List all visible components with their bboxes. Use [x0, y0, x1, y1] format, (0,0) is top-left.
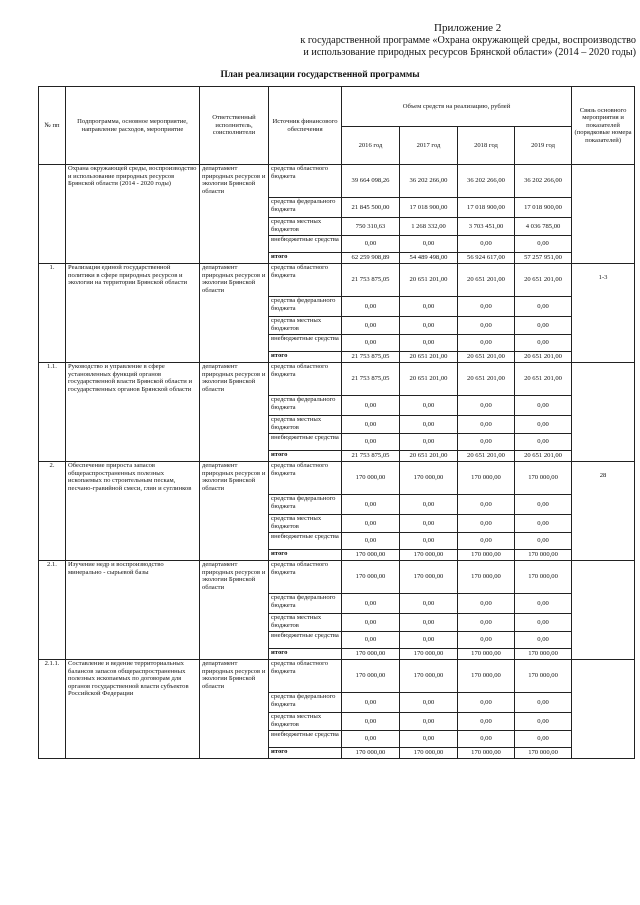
table-row	[39, 660, 635, 693]
amount-cell: 170 000,00	[515, 550, 572, 561]
measure-name: Руководство и управление в сфере установленных функций органов государственной власти Брянской области и государственных органов Брянской области	[66, 363, 200, 462]
amount-cell: 170 000,00	[515, 748, 572, 759]
funding-source: средства местных бюджетов	[269, 713, 342, 731]
amount-cell: 0,00	[458, 434, 515, 451]
amount-cell: 0,00	[400, 335, 458, 352]
amount-cell: 0,00	[342, 396, 400, 416]
table-row	[39, 165, 635, 198]
amount-cell: 0,00	[515, 594, 572, 614]
amount-cell: 0,00	[515, 335, 572, 352]
amount-cell: 0,00	[515, 236, 572, 253]
amount-cell: 20 651 201,00	[400, 352, 458, 363]
funding-source: внебюджетные средства	[269, 533, 342, 550]
amount-cell: 0,00	[515, 495, 572, 515]
appendix-number: Приложение 2	[434, 22, 502, 34]
executor: департамент природных ресурсов и экологии Брянской области	[200, 660, 269, 759]
funding-source: средства областного бюджета	[269, 165, 342, 198]
amount-cell: 0,00	[458, 335, 515, 352]
amount-cell: 17 018 900,00	[400, 198, 458, 218]
amount-cell: 170 000,00	[458, 550, 515, 561]
amount-cell: 17 018 900,00	[458, 198, 515, 218]
amount-cell: 0,00	[515, 297, 572, 317]
funding-source: внебюджетные средства	[269, 632, 342, 649]
amount-cell: 170 000,00	[400, 550, 458, 561]
column-header-year: 2019 год	[515, 127, 572, 165]
amount-cell: 56 924 617,00	[458, 253, 515, 264]
amount-cell: 0,00	[400, 495, 458, 515]
funding-source: итого	[269, 550, 342, 561]
funding-source: итого	[269, 649, 342, 660]
funding-source: средства областного бюджета	[269, 363, 342, 396]
amount-cell: 170 000,00	[515, 561, 572, 594]
amount-cell: 0,00	[458, 693, 515, 713]
amount-cell: 36 202 266,00	[458, 165, 515, 198]
executor: департамент природных ресурсов и экологии Брянской области	[200, 462, 269, 561]
amount-cell: 54 489 498,00	[400, 253, 458, 264]
amount-cell: 62 259 908,89	[342, 253, 400, 264]
amount-cell: 0,00	[458, 236, 515, 253]
funding-source: средства федерального бюджета	[269, 495, 342, 515]
amount-cell: 0,00	[515, 731, 572, 748]
funding-source: средства областного бюджета	[269, 462, 342, 495]
funding-source: средства областного бюджета	[269, 561, 342, 594]
column-header-source: Источник финансового обеспечения	[269, 87, 342, 165]
funding-source: средства федерального бюджета	[269, 297, 342, 317]
table-row	[39, 363, 635, 396]
funding-source: внебюджетные средства	[269, 236, 342, 253]
amount-cell: 170 000,00	[400, 649, 458, 660]
indicator-link	[572, 165, 635, 264]
amount-cell: 0,00	[458, 614, 515, 632]
amount-cell: 170 000,00	[515, 462, 572, 495]
column-header-num: № пп	[39, 87, 66, 165]
amount-cell: 21 753 875,05	[342, 363, 400, 396]
measure-name: Охрана окружающей среды, воспроизводство и использование природных ресурсов Брянской области (2014 - 2020 годы)	[66, 165, 200, 264]
amount-cell: 0,00	[342, 416, 400, 434]
plan-table-body	[39, 165, 635, 759]
row-number: 2.1.	[39, 561, 66, 660]
measure-name: Изучение недр и воспроизводство минерально - сырьевой базы	[66, 561, 200, 660]
amount-cell: 0,00	[400, 713, 458, 731]
indicator-link: 1-3	[572, 264, 635, 363]
amount-cell: 0,00	[400, 396, 458, 416]
column-header-executor: Ответственный исполнитель, соисполнители	[200, 87, 269, 165]
funding-source: итого	[269, 748, 342, 759]
amount-cell: 0,00	[400, 297, 458, 317]
amount-cell: 0,00	[458, 317, 515, 335]
measure-name: Составление и ведение территориальных балансов запасов общераспространенных полезных ископаемых по договорам для органов государственной власти субъектов Российской Федерации	[66, 660, 200, 759]
amount-cell: 20 651 201,00	[515, 451, 572, 462]
amount-cell: 750 310,63	[342, 218, 400, 236]
amount-cell: 170 000,00	[342, 550, 400, 561]
amount-cell: 170 000,00	[400, 748, 458, 759]
amount-cell: 0,00	[400, 434, 458, 451]
column-header-year: 2018 год	[458, 127, 515, 165]
amount-cell: 0,00	[515, 693, 572, 713]
appendix-subtitle-line-2: и использование природных ресурсов Брянской области» (2014 – 2020 годы)	[303, 47, 636, 59]
amount-cell: 0,00	[400, 416, 458, 434]
funding-source: итого	[269, 253, 342, 264]
amount-cell: 170 000,00	[458, 462, 515, 495]
amount-cell: 0,00	[515, 317, 572, 335]
amount-cell: 20 651 201,00	[458, 352, 515, 363]
amount-cell: 0,00	[458, 533, 515, 550]
amount-cell: 0,00	[515, 533, 572, 550]
amount-cell: 0,00	[342, 335, 400, 352]
row-number: 2.1.1.	[39, 660, 66, 759]
amount-cell: 39 664 098,26	[342, 165, 400, 198]
amount-cell: 170 000,00	[400, 660, 458, 693]
amount-cell: 0,00	[515, 434, 572, 451]
amount-cell: 0,00	[342, 434, 400, 451]
amount-cell: 36 202 266,00	[400, 165, 458, 198]
indicator-link: 28	[572, 462, 635, 561]
document-title: План реализации государственной программы	[220, 70, 420, 80]
amount-cell: 20 651 201,00	[458, 451, 515, 462]
funding-source: итого	[269, 451, 342, 462]
amount-cell: 0,00	[342, 632, 400, 649]
funding-source: средства местных бюджетов	[269, 317, 342, 335]
amount-cell: 0,00	[342, 495, 400, 515]
amount-cell: 4 036 785,00	[515, 218, 572, 236]
amount-cell: 20 651 201,00	[400, 264, 458, 297]
indicator-link	[572, 561, 635, 660]
amount-cell: 170 000,00	[515, 660, 572, 693]
amount-cell: 170 000,00	[458, 660, 515, 693]
amount-cell: 36 202 266,00	[515, 165, 572, 198]
amount-cell: 0,00	[400, 614, 458, 632]
funding-source: средства федерального бюджета	[269, 693, 342, 713]
row-number	[39, 165, 66, 264]
funding-source: внебюджетные средства	[269, 731, 342, 748]
amount-cell: 0,00	[342, 614, 400, 632]
indicator-link	[572, 363, 635, 462]
funding-source: средства местных бюджетов	[269, 614, 342, 632]
funding-source: итого	[269, 352, 342, 363]
amount-cell: 0,00	[458, 396, 515, 416]
funding-source: средства местных бюджетов	[269, 416, 342, 434]
amount-cell: 0,00	[458, 416, 515, 434]
measure-name: Реализация единой государственной политики в сфере природных ресурсов и экологии на территории Брянской области	[66, 264, 200, 363]
funding-source: средства федерального бюджета	[269, 198, 342, 218]
amount-cell: 0,00	[400, 515, 458, 533]
amount-cell: 0,00	[342, 713, 400, 731]
amount-cell: 0,00	[515, 515, 572, 533]
amount-cell: 20 651 201,00	[400, 451, 458, 462]
amount-cell: 20 651 201,00	[515, 352, 572, 363]
column-header-volume: Объем средств на реализацию, рублей	[342, 87, 572, 127]
amount-cell: 170 000,00	[515, 649, 572, 660]
measure-name: Обеспечение прироста запасов общераспространенных полезных ископаемых по строительным пескам, песчано-гравийной смеси, глин и суглинков	[66, 462, 200, 561]
funding-source: внебюджетные средства	[269, 335, 342, 352]
executor: департамент природных ресурсов и экологии Брянской области	[200, 561, 269, 660]
funding-source: средства местных бюджетов	[269, 218, 342, 236]
amount-cell: 0,00	[342, 731, 400, 748]
amount-cell: 21 753 875,05	[342, 451, 400, 462]
amount-cell: 0,00	[400, 731, 458, 748]
amount-cell: 0,00	[342, 693, 400, 713]
column-header-link: Связь основного мероприятия и показателей (порядковые номера показателей)	[572, 87, 635, 165]
amount-cell: 170 000,00	[342, 561, 400, 594]
amount-cell: 17 018 900,00	[515, 198, 572, 218]
amount-cell: 21 753 875,05	[342, 264, 400, 297]
amount-cell: 170 000,00	[400, 561, 458, 594]
amount-cell: 170 000,00	[458, 561, 515, 594]
amount-cell: 21 753 875,05	[342, 352, 400, 363]
row-number: 1.1.	[39, 363, 66, 462]
amount-cell: 170 000,00	[342, 649, 400, 660]
amount-cell: 20 651 201,00	[458, 363, 515, 396]
indicator-link	[572, 660, 635, 759]
amount-cell: 57 257 951,00	[515, 253, 572, 264]
amount-cell: 0,00	[458, 297, 515, 317]
funding-source: средства местных бюджетов	[269, 515, 342, 533]
amount-cell: 0,00	[342, 533, 400, 550]
plan-table	[38, 86, 635, 759]
amount-cell: 0,00	[400, 693, 458, 713]
amount-cell: 0,00	[400, 236, 458, 253]
table-row	[39, 264, 635, 297]
amount-cell: 20 651 201,00	[400, 363, 458, 396]
amount-cell: 0,00	[342, 594, 400, 614]
funding-source: средства областного бюджета	[269, 660, 342, 693]
column-header-year: 2017 год	[400, 127, 458, 165]
amount-cell: 0,00	[515, 416, 572, 434]
amount-cell: 0,00	[342, 515, 400, 533]
amount-cell: 0,00	[515, 614, 572, 632]
amount-cell: 0,00	[458, 731, 515, 748]
amount-cell: 0,00	[400, 594, 458, 614]
amount-cell: 170 000,00	[342, 660, 400, 693]
amount-cell: 170 000,00	[342, 748, 400, 759]
row-number: 2.	[39, 462, 66, 561]
amount-cell: 0,00	[458, 495, 515, 515]
column-header-name: Подпрограмма, основное мероприятие, направление расходов, мероприятие	[66, 87, 200, 165]
executor: департамент природных ресурсов и экологии Брянской области	[200, 264, 269, 363]
funding-source: внебюджетные средства	[269, 434, 342, 451]
amount-cell: 0,00	[342, 236, 400, 253]
amount-cell: 0,00	[458, 713, 515, 731]
amount-cell: 0,00	[515, 632, 572, 649]
amount-cell: 0,00	[458, 632, 515, 649]
amount-cell: 3 703 451,00	[458, 218, 515, 236]
executor: департамент природных ресурсов и экологии Брянской области	[200, 165, 269, 264]
amount-cell: 170 000,00	[458, 649, 515, 660]
amount-cell: 20 651 201,00	[515, 363, 572, 396]
amount-cell: 170 000,00	[458, 748, 515, 759]
funding-source: средства федерального бюджета	[269, 396, 342, 416]
appendix-subtitle-line-1: к государственной программе «Охрана окружающей среды, воспроизводство	[300, 34, 636, 46]
amount-cell: 170 000,00	[400, 462, 458, 495]
column-header-year: 2016 год	[342, 127, 400, 165]
amount-cell: 0,00	[342, 317, 400, 335]
amount-cell: 0,00	[400, 632, 458, 649]
amount-cell: 0,00	[400, 533, 458, 550]
amount-cell: 170 000,00	[342, 462, 400, 495]
table-row	[39, 561, 635, 594]
row-number: 1.	[39, 264, 66, 363]
amount-cell: 20 651 201,00	[515, 264, 572, 297]
appendix-header	[270, 22, 636, 60]
funding-source: средства областного бюджета	[269, 264, 342, 297]
amount-cell: 0,00	[342, 297, 400, 317]
amount-cell: 0,00	[458, 515, 515, 533]
executor: департамент природных ресурсов и экологии Брянской области	[200, 363, 269, 462]
table-row	[39, 462, 635, 495]
amount-cell: 1 268 332,00	[400, 218, 458, 236]
funding-source: средства федерального бюджета	[269, 594, 342, 614]
amount-cell: 21 845 500,00	[342, 198, 400, 218]
amount-cell: 0,00	[458, 594, 515, 614]
amount-cell: 0,00	[515, 396, 572, 416]
amount-cell: 20 651 201,00	[458, 264, 515, 297]
amount-cell: 0,00	[400, 317, 458, 335]
amount-cell: 0,00	[515, 713, 572, 731]
